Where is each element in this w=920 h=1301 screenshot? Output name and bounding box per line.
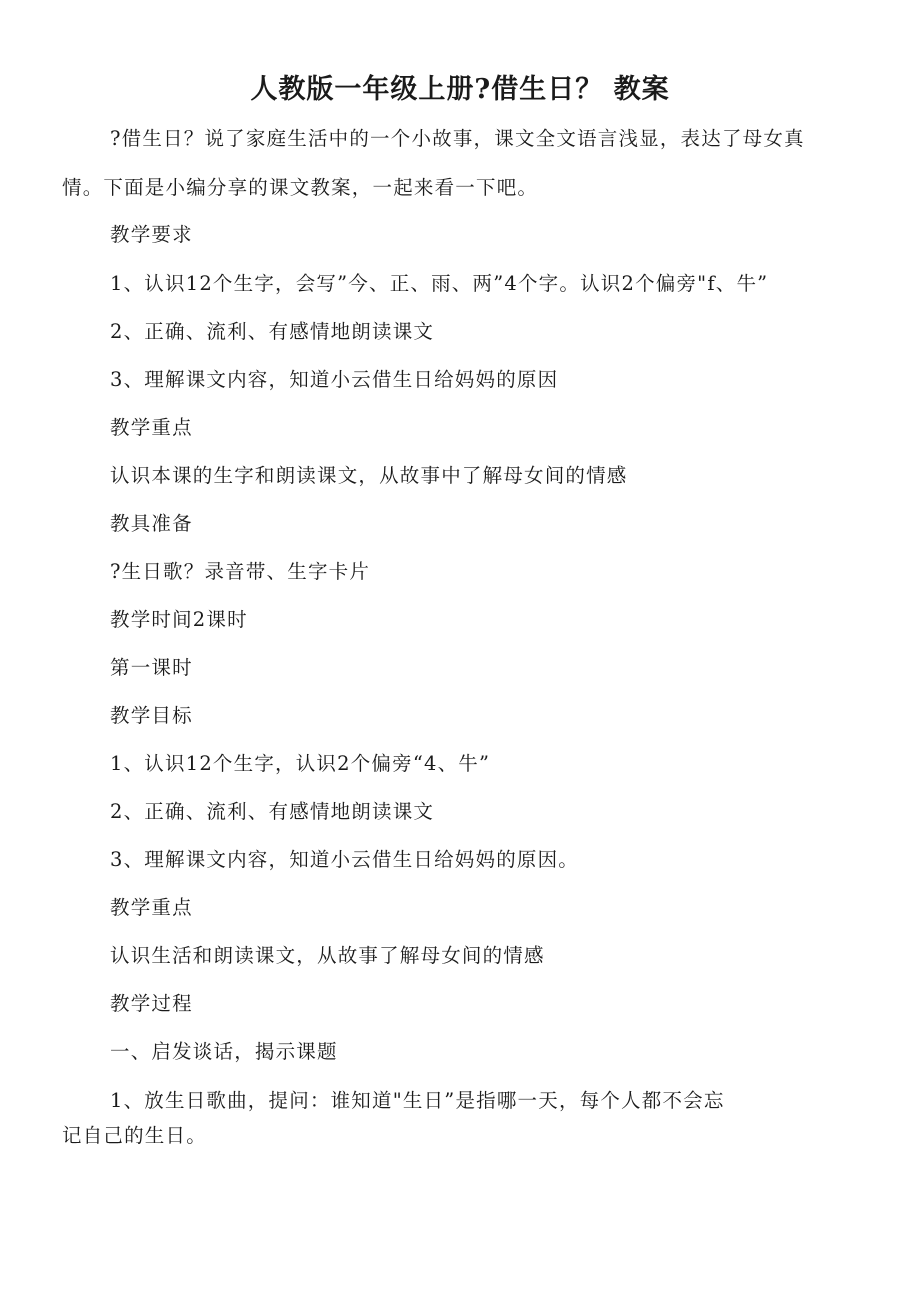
requirement-item-2: 2、正确、流利、有感情地朗读课文 bbox=[110, 320, 435, 343]
section-heading-teaching-requirements: 教学要求 bbox=[110, 223, 193, 246]
process-step-1-item-line-1: 1、放生日歌曲，提问：谁知道"生日”是指哪一天，每个人都不会忘 bbox=[110, 1089, 725, 1112]
section-heading-teaching-process: 教学过程 bbox=[110, 992, 193, 1015]
teaching-time-text: 教学时间2课时 bbox=[110, 608, 248, 631]
goal-item-1: 1、认识12个生字，认识2个偏旁“4、牛” bbox=[110, 752, 491, 775]
key-points-text-2: 认识生活和朗读课文，从故事了解母女间的情感 bbox=[110, 944, 545, 967]
goal-item-3: 3、理解课文内容，知道小云借生日给妈妈的原因。 bbox=[110, 848, 580, 871]
goal-item-2: 2、正确、流利、有感情地朗读课文 bbox=[110, 800, 435, 823]
section-heading-teaching-aids: 教具准备 bbox=[110, 512, 193, 535]
process-step-1-item-line-2: 记自己的生日。 bbox=[62, 1124, 207, 1147]
intro-paragraph-line-2: 情。下面是小编分享的课文教案，一起来看一下吧。 bbox=[62, 176, 539, 199]
requirement-item-3: 3、理解课文内容，知道小云借生日给妈妈的原因 bbox=[110, 368, 559, 391]
section-heading-key-points-2: 教学重点 bbox=[110, 896, 193, 919]
requirement-item-1: 1、认识12个生字，会写”今、正、雨、两”4个字。认识2个偏旁"f、牛” bbox=[110, 272, 769, 295]
section-heading-first-lesson: 第一课时 bbox=[110, 656, 193, 679]
section-heading-key-points: 教学重点 bbox=[110, 416, 193, 439]
teaching-aids-text: ?生日歌？录音带、生字卡片 bbox=[110, 560, 371, 583]
process-step-1-heading: 一、启发谈话，揭示课题 bbox=[110, 1040, 338, 1063]
intro-paragraph-line-1: ?借生日？说了家庭生活中的一个小故事，课文全文语言浅显，表达了母女真 bbox=[110, 127, 805, 150]
key-points-text: 认识本课的生字和朗读课文，从故事中了解母女间的情感 bbox=[110, 464, 628, 487]
document-title: 人教版一年级上册?借生日？ 教案 bbox=[250, 74, 670, 105]
section-heading-teaching-goals: 教学目标 bbox=[110, 704, 193, 727]
